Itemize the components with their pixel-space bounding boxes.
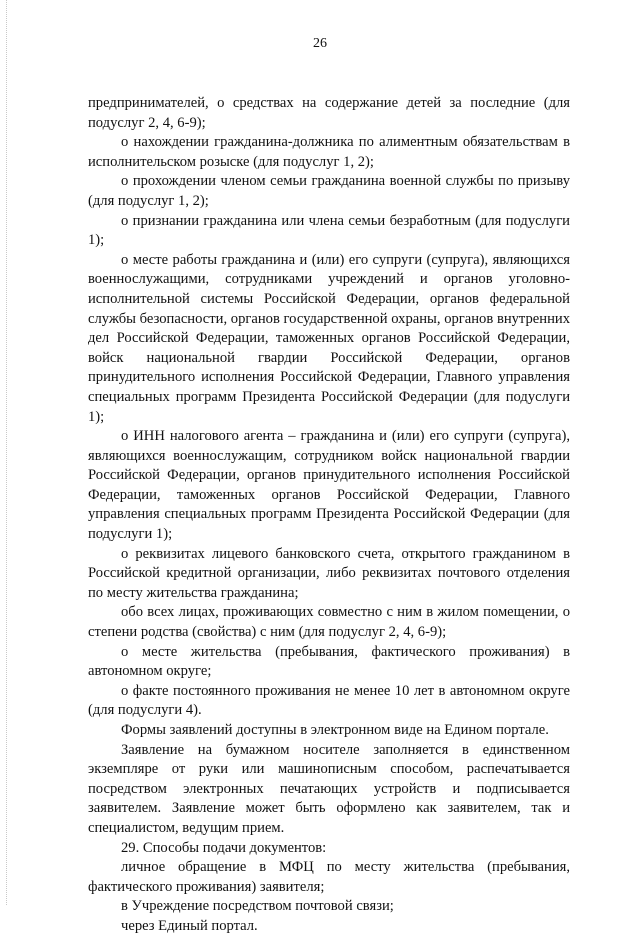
- paragraph-personal-visit: личное обращение в МФЦ по месту жительства (пребывания, фактического проживания) заявителя;: [88, 859, 570, 895]
- paragraph-cohabitants: обо всех лицах, проживающих совместно с ним в жилом помещении, о степени родства (свойства) с ним (для подуслуг 2, 4, 6-9);: [88, 604, 570, 641]
- paragraph-portal: через Единый портал.: [121, 917, 258, 934]
- paragraph-residence: о месте жительства (пребывания, фактического проживания) в автономном округе;: [88, 643, 570, 680]
- paragraph-military-service: о прохождении членом семьи гражданина военной службы по призыву (для подуслуг 1, 2);: [88, 173, 570, 209]
- document-body: [88, 94, 570, 937]
- paragraph-inn-tax-agent: о ИНН налогового агента – гражданина и (или) его супруги (супруга), являющихся военнослужащим, сотрудником войск национальной гвардии Российской Федерации, органов принудительного исполнения Российской Федерации, таможенных органов Российской Федерации, Главного управления специальных программ Президента Российской Федерации (для подуслуги 1);: [88, 428, 570, 543]
- page-number: 26: [313, 36, 327, 51]
- paragraph-paper-application: Заявление на бумажном носителе заполняется в единственном экземпляре от руки или машинописным способом, распечатывается посредством электронных печатающих устройств и подписывается заявителем. Заявление может быть оформлено как заявителем, так и специалистом, ведущим прием.: [88, 741, 570, 836]
- paragraph-debtor-search: о нахождении гражданина-должника по алиментным обязательствам в исполнительском розыске (для подуслуг 1, 2);: [88, 134, 570, 170]
- paragraph-place-of-work: о месте работы гражданина и (или) его супруги (супруга), являющихся военнослужащими, сотрудниками учреждений и органов уголовно-исполнительной системы Российской Федерации, органов федеральной службы безопасности, органов государственной охраны, органов внутренних дел Российской Федерации, таможенных органов Российской Федерации, войск национальной гвардии Российской Федерации, органов принудительного исполнения Российской Федерации, Главного управления специальных программ Президента Российской Федерации (для подуслуги 1);: [88, 251, 570, 425]
- scan-edge-line: [6, 0, 7, 905]
- paragraph-submission-methods: 29. Способы подачи документов:: [121, 839, 327, 856]
- paragraph-forms-available: Формы заявлений доступны в электронном виде на Едином портале.: [121, 722, 549, 738]
- paragraph-bank-account: о реквизитах лицевого банковского счета, открытого гражданином в Российской кредитной организации, либо реквизитах почтового отделения по месту жительства гражданина;: [88, 545, 570, 601]
- paragraph-continuation: предпринимателей, о средствах на содержание детей за последние (для подуслуг 2, 4, 6-9);: [88, 95, 570, 131]
- paragraph-permanent-residence: о факте постоянного проживания не менее 10 лет в автономном округе (для подуслуги 4).: [88, 682, 570, 719]
- paragraph-postal: в Учреждение посредством почтовой связи;: [121, 898, 394, 915]
- paragraph-unemployed: о признании гражданина или члена семьи безработным (для подуслуги 1);: [88, 212, 570, 249]
